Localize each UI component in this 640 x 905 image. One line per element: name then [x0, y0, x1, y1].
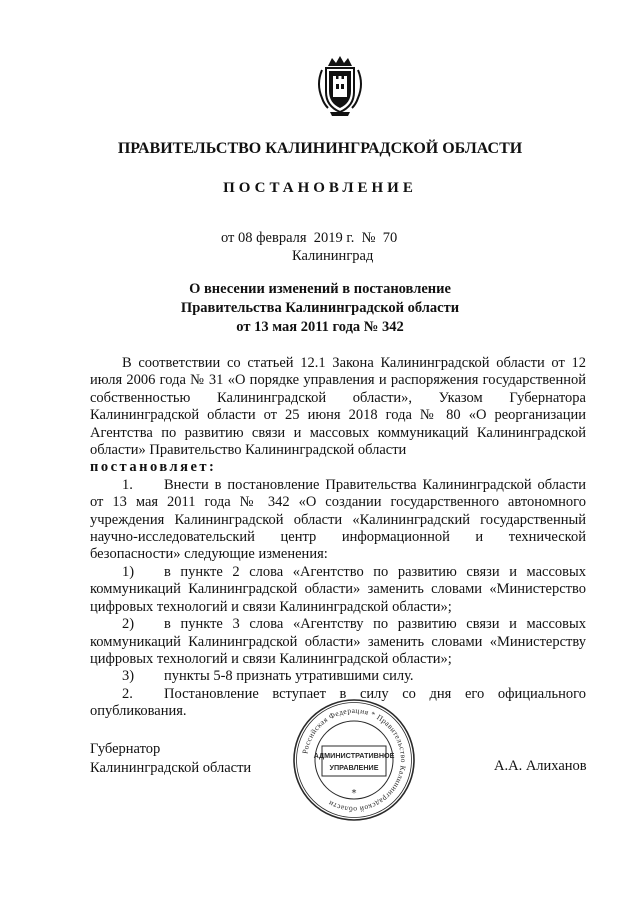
subitem-number: 1) — [122, 563, 135, 580]
date-number-line: от 08 февраля 2019 г. № 70 — [221, 230, 398, 246]
signatory-position — [90, 740, 251, 778]
seal-star-icon: * — [351, 788, 357, 799]
subitem-text: пункты 5-8 признать утратившими силу. — [164, 668, 414, 685]
subitem-2 — [90, 616, 586, 668]
decree-paragraph — [90, 459, 586, 476]
subject-line: от 13 мая 2011 года № 342 — [236, 319, 404, 335]
decree-word: постановляет: — [90, 459, 217, 476]
subject-line: Правительства Калининградской области — [180, 300, 460, 316]
subitem-text: в пункте 2 слова «Агентство по развитию связи и массовых коммуникаций Калининградской области» заменить словами «Министерство цифровых технологий и связи Калининградской области»; — [90, 563, 586, 615]
government-title: ПРАВИТЕЛЬСТВО КАЛИНИНГРАДСКОЙ ОБЛАСТИ — [117, 140, 523, 157]
item-number: 1. — [122, 476, 133, 493]
coat-of-arms-icon — [312, 54, 368, 118]
subitem-number: 2) — [122, 616, 135, 633]
intro-text: В соответствии со статьей 12.1 Закона Калининградской области от 12 июля 2006 года № 31 «О порядке управления и распоряжения государственной собственностью Калининградской области», Указом Губернатора Калининградской области от 25 июня 2018 года № 80 «О реорганизации Агентства по развитию связи и массовых коммуникаций Калининградской области» Правительство Калининградской области — [90, 355, 586, 459]
subitem-1 — [90, 564, 586, 616]
document-subject — [0, 280, 640, 337]
item-number: 2. — [122, 685, 133, 702]
subitem-number: 3) — [122, 668, 135, 685]
document-type: ПОСТАНОВЛЕНИЕ — [223, 180, 417, 196]
signatory-name: А.А. Алиханов — [494, 758, 587, 774]
subitem-text: в пункте 3 слова «Агентству по развитию связи и массовых коммуникаций Калининградской области» заменить словами «Министерству цифровых технологий и связи Калининградской области»; — [90, 616, 586, 667]
position-line: Губернатор — [90, 741, 161, 757]
item-1 — [90, 477, 586, 564]
seal-ring-text: Российская Федерация * Правительство Калининградской области — [300, 705, 409, 815]
document-body — [90, 355, 586, 721]
official-seal-stamp — [292, 698, 416, 822]
position-line: Калининградской области — [90, 760, 252, 776]
city-name: Калининград — [292, 248, 374, 264]
seal-center-line: УПРАВЛЕНИЕ — [329, 763, 379, 772]
subitem-3 — [90, 668, 586, 685]
subject-line: О внесении изменений в постановление — [189, 281, 451, 297]
intro-paragraph — [90, 355, 586, 459]
item-text: Внести в постановление Правительства Калининградской области от 13 мая 2011 года № 342 «О создании государственного автономного учреждения Калининградской области «Калининградский государственный научно-исследовательский центр информационной и технической безопасности» следующие изменения: — [90, 476, 586, 563]
item-text: Постановление вступает в силу со дня его официального опубликования. — [90, 685, 586, 720]
seal-center-line: АДМИНИСТРАТИВНОЕ — [313, 751, 395, 760]
